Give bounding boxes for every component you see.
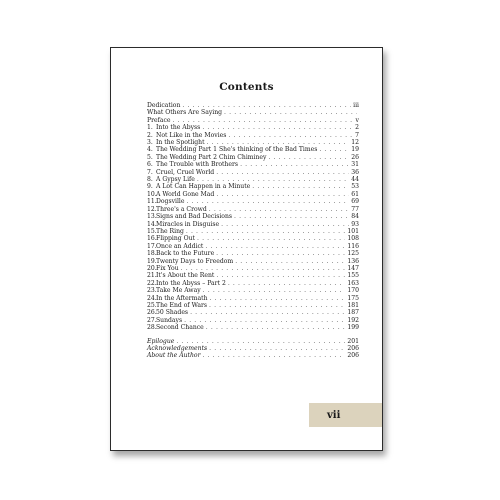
toc-chapter-number: 4. [147,146,153,154]
toc-entry-title: Sundays [156,316,183,324]
toc-chapter-number: 28. [147,324,157,332]
toc-leader [205,243,345,250]
toc-entry [147,302,359,309]
toc-entry-page: 147 [347,264,359,272]
toc-leader [206,324,346,331]
toc-entry-page: 69 [351,198,359,206]
toc-entry-page: 36 [351,168,359,176]
toc-entry [147,317,359,324]
toc-entry-title: It's About the Rent [156,272,215,280]
toc-entry-title: The Wedding Part 1 She's thinking of the Bad Times [156,146,318,154]
toc-chapter-number: 6. [147,161,153,169]
toc-entry-page: 84 [351,213,359,221]
toc-entry [147,345,359,352]
toc-chapter-number: 13. [147,213,157,221]
toc-leader [181,265,346,272]
toc-leader [202,124,353,131]
toc-entry-title: Signs and Bad Decisions [156,213,233,221]
toc-entry-page: 12 [351,139,359,147]
toc-entry-page: 163 [347,279,359,287]
toc-entry [147,206,359,213]
toc-entry-page: 19 [351,146,359,154]
toc-entry [147,117,359,124]
book-page [110,47,383,451]
toc-entry-page: 125 [347,250,359,258]
toc-entry-title: Miracles in Disguise [156,220,220,228]
toc-entry-page: 175 [347,294,359,302]
toc-entry [147,272,359,279]
toc-entry-title: Take Me Away [156,287,201,295]
toc-entry-page: iii [353,102,359,109]
toc-entry-title: In the Spotlight [156,139,205,147]
toc-entry [147,109,359,116]
toc-leader [228,280,346,287]
toc-entry-title: A World Gone Mad [156,190,215,198]
toc-leader [216,250,345,257]
toc-entry-title: What Others Are Saying [147,109,223,117]
toc-entry [147,324,359,331]
toc-entry-page: 44 [351,176,359,184]
toc-entry-title: Dedication [147,102,181,109]
toc-entry-title: The End of Wars [156,301,208,309]
toc-entry-page: v [355,116,359,124]
toc-entry-title: Back to the Future [156,250,215,258]
toc-leader [197,176,349,183]
toc-leader [184,317,345,324]
toc-entry-title: 50 Shades [156,309,189,317]
toc-leader [240,161,349,168]
toc-entry-page: 26 [351,153,359,161]
toc-leader [228,132,353,139]
toc-entry-title: The Ring [156,227,184,235]
toc-entry-page: 77 [351,205,359,213]
toc-entry [147,280,359,287]
toc-leader [186,228,345,235]
toc-entry-page: 7 [355,131,359,139]
toc-entry-title: Twenty Days to Freedom [156,257,234,265]
toc-entry [147,258,359,265]
toc-chapter-number: 26. [147,309,157,317]
chapter-list [147,124,359,331]
toc-chapter-number: 8. [147,176,153,184]
toc-entry-title: Once an Addict [156,242,204,250]
toc-entry-title: Second Chance [156,324,204,332]
table-of-contents [147,102,359,360]
toc-entry-page: 206 [347,345,359,352]
toc-entry [147,161,359,168]
toc-leader [224,109,357,116]
toc-leader [216,191,349,198]
toc-leader [216,272,345,279]
toc-leader [235,258,345,265]
toc-chapter-number: 3. [147,139,153,147]
toc-entry-page: 192 [347,316,359,324]
toc-entry-page: 199 [347,324,359,332]
toc-chapter-number: 5. [147,153,153,161]
toc-leader [197,235,345,242]
toc-chapter-number: 27. [147,316,157,324]
toc-entry [147,265,359,272]
toc-entry-page: 53 [351,183,359,191]
toc-chapter-number: 18. [147,250,157,258]
toc-entry [147,102,359,109]
toc-entry-title: The Wedding Part 2 Chim Chiminey [156,153,267,161]
toc-entry [147,243,359,250]
toc-leader [216,169,349,176]
toc-leader [190,309,345,316]
toc-entry-title: Dogsville [156,198,185,206]
toc-entry-title: Flipping Out [156,235,196,243]
toc-entry [147,228,359,235]
toc-leader [234,213,349,220]
toc-entry-page: 93 [351,220,359,228]
toc-entry-title: Acknowledgements [147,345,208,352]
toc-entry [147,183,359,190]
toc-leader [186,198,349,205]
toc-chapter-number: 11. [147,198,157,206]
toc-entry [147,124,359,131]
toc-entry [147,250,359,257]
toc-chapter-number: 23. [147,287,157,295]
toc-entry-page: 206 [347,352,359,360]
toc-leader [268,154,349,161]
toc-leader [176,338,345,345]
toc-leader [209,345,345,352]
toc-entry-page: 170 [347,287,359,295]
toc-chapter-number: 7. [147,168,153,176]
page-title: Contents [219,81,274,93]
toc-entry-page: 61 [351,190,359,198]
toc-chapter-number: 9. [147,183,153,191]
toc-entry [147,338,359,345]
toc-leader [203,287,346,294]
toc-leader [209,206,349,213]
toc-entry-page: 101 [347,227,359,235]
toc-entry-title: Into the Abyss [156,124,201,132]
toc-leader [319,146,349,153]
toc-entry-title: In the Aftermath [156,294,208,302]
toc-leader [210,295,346,302]
toc-entry-title: A Lot Can Happen in a Minute [156,183,251,191]
toc-entry-title: Fix You [156,264,179,272]
toc-entry [147,309,359,316]
toc-entry-title: The Trouble with Brothers [156,161,239,169]
toc-entry-title: About the Author [147,352,201,360]
toc-entry-page: 2 [355,124,359,132]
toc-leader [209,302,345,309]
toc-chapter-number: 17. [147,242,157,250]
toc-entry-title: Not Like in the Movies [156,131,227,139]
toc-entry [147,191,359,198]
toc-leader [173,117,354,124]
toc-chapter-number: 21. [147,272,157,280]
toc-entry-title: A Gypsy Life [156,176,195,184]
toc-leader [252,183,349,190]
toc-chapter-number: 24. [147,294,157,302]
toc-entry [147,295,359,302]
toc-entry-page: 116 [347,242,359,250]
toc-entry [147,132,359,139]
toc-chapter-number: 22. [147,279,157,287]
toc-leader [202,352,345,359]
toc-entry [147,139,359,146]
toc-entry-page: 181 [347,301,359,309]
toc-chapter-number: 15. [147,227,157,235]
toc-leader [207,139,350,146]
toc-entry-page: 31 [351,161,359,169]
toc-entry-page: 136 [347,257,359,265]
toc-entry [147,287,359,294]
toc-chapter-number: 14. [147,220,157,228]
page-number-tab: vii [309,403,383,427]
toc-chapter-number: 20. [147,264,157,272]
toc-entry [147,146,359,153]
toc-chapter-number: 10. [147,190,157,198]
toc-entry [147,213,359,220]
toc-entry [147,352,359,359]
toc-entry-title: Into the Abyss – Part 2 [156,279,226,287]
toc-entry-page: 201 [347,337,359,345]
toc-entry [147,154,359,161]
toc-entry [147,221,359,228]
toc-chapter-number: 19. [147,257,157,265]
toc-chapter-number: 16. [147,235,157,243]
toc-entry [147,198,359,205]
toc-entry-title: Epilogue [147,337,175,345]
toc-entry-page: 187 [347,309,359,317]
toc-entry-page: 155 [347,272,359,280]
toc-entry [147,235,359,242]
toc-entry-title: Preface [147,116,171,124]
toc-chapter-number: 2. [147,131,153,139]
toc-chapter-number: 12. [147,205,157,213]
toc-chapter-number: 25. [147,301,157,309]
toc-entry-page: 108 [347,235,359,243]
toc-chapter-number: 1. [147,124,153,132]
toc-entry [147,169,359,176]
toc-entry-title: Three's a Crowd [156,205,207,213]
toc-leader [182,102,351,109]
toc-entry [147,176,359,183]
toc-entry-title: Cruel, Cruel World [156,168,215,176]
toc-leader [221,221,349,228]
